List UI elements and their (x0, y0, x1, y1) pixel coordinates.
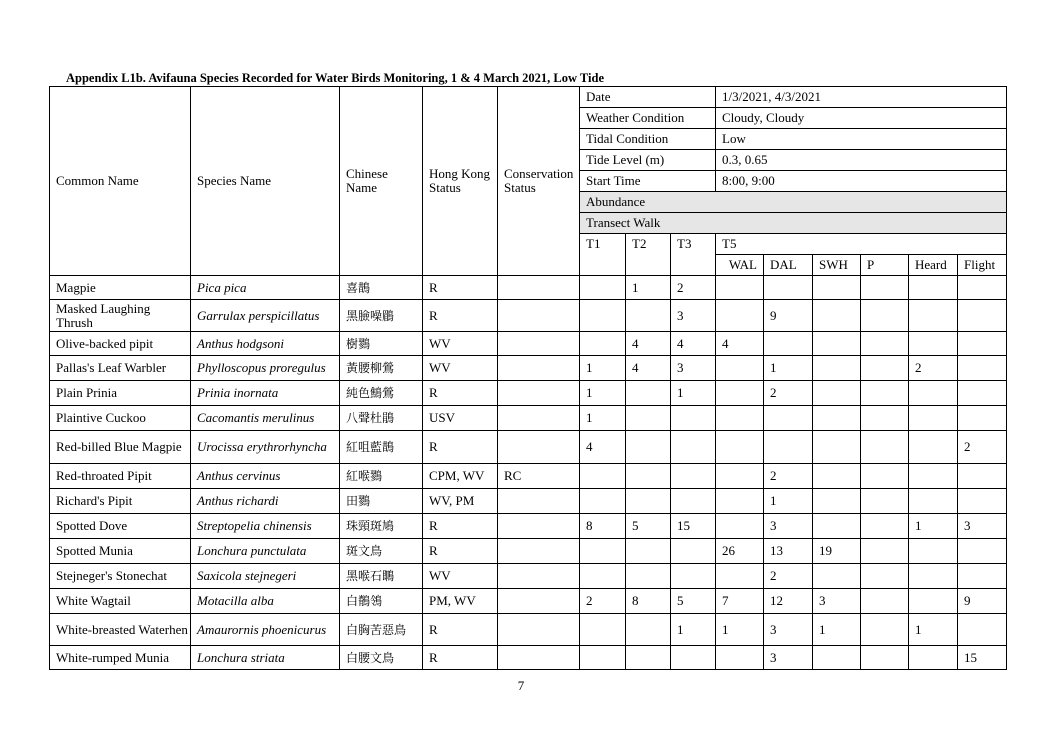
common-name-cell: Red-billed Blue Magpie (50, 431, 191, 464)
count-cell: 15 (958, 646, 1007, 670)
table-row (50, 514, 1007, 539)
common-name-cell: Pallas's Leaf Warbler (50, 356, 191, 381)
count-cell: 13 (764, 539, 813, 564)
common-name-cell: Red-throated Pipit (50, 464, 191, 489)
count-cell: 2 (764, 564, 813, 589)
count-cell (909, 276, 958, 300)
hk-status-cell: WV (423, 332, 498, 356)
count-cell (958, 614, 1007, 646)
table-row (50, 589, 1007, 614)
meta-label-date: Date (580, 87, 716, 108)
chinese-name-cell: 白胸苦惡鳥 (340, 614, 423, 646)
count-cell: 2 (671, 276, 716, 300)
chinese-name-cell: 紅咀藍鵲 (340, 431, 423, 464)
count-cell (580, 276, 626, 300)
count-cell (716, 431, 764, 464)
species-name-cell: Urocissa erythrorhyncha (191, 431, 340, 464)
count-cell (861, 539, 909, 564)
chinese-name-cell: 白鶺鴒 (340, 589, 423, 614)
count-cell: 2 (958, 431, 1007, 464)
count-cell (813, 300, 861, 332)
conservation-status-cell (498, 431, 580, 464)
common-name-cell: Olive-backed pipit (50, 332, 191, 356)
count-cell (861, 614, 909, 646)
count-cell (861, 406, 909, 431)
conservation-status-cell (498, 276, 580, 300)
count-cell (671, 431, 716, 464)
hk-status-cell: USV (423, 406, 498, 431)
table-row (50, 406, 1007, 431)
table-row (50, 489, 1007, 514)
hk-status-cell: R (423, 614, 498, 646)
hk-status-cell: WV (423, 564, 498, 589)
count-cell (909, 539, 958, 564)
count-cell (671, 489, 716, 514)
count-cell (764, 406, 813, 431)
count-cell: 4 (671, 332, 716, 356)
count-cell (580, 646, 626, 670)
count-cell: 3 (813, 589, 861, 614)
count-cell: 26 (716, 539, 764, 564)
hk-status-cell: PM, WV (423, 589, 498, 614)
count-cell (580, 332, 626, 356)
count-cell (861, 589, 909, 614)
count-cell: 1 (580, 381, 626, 406)
count-cell (958, 300, 1007, 332)
page-title: Appendix L1b. Avifauna Species Recorded for Water Birds Monitoring, 1 & 4 March 2021, Low Tide (66, 71, 604, 85)
count-cell (909, 381, 958, 406)
count-cell: 1 (671, 614, 716, 646)
conservation-status-cell: RC (498, 464, 580, 489)
count-cell: 1 (671, 381, 716, 406)
species-name-cell: Anthus cervinus (191, 464, 340, 489)
count-cell (813, 514, 861, 539)
table-row (50, 614, 1007, 646)
count-cell: 15 (671, 514, 716, 539)
count-cell: 1 (909, 514, 958, 539)
hk-status-cell: R (423, 431, 498, 464)
count-cell (580, 464, 626, 489)
count-cell (813, 464, 861, 489)
count-cell (813, 381, 861, 406)
count-cell (861, 300, 909, 332)
count-cell: 1 (813, 614, 861, 646)
count-cell: 3 (764, 614, 813, 646)
count-cell (861, 489, 909, 514)
count-cell (958, 356, 1007, 381)
count-cell: 2 (909, 356, 958, 381)
species-name-cell: Garrulax perspicillatus (191, 300, 340, 332)
count-cell (813, 431, 861, 464)
common-name-cell: Magpie (50, 276, 191, 300)
meta-value-date: 1/3/2021, 4/3/2021 (716, 87, 1007, 108)
count-cell (764, 431, 813, 464)
count-cell (813, 489, 861, 514)
conservation-status-cell (498, 332, 580, 356)
count-cell (716, 381, 764, 406)
header-hk-status: Hong Kong Status (423, 87, 498, 276)
count-cell (958, 406, 1007, 431)
count-cell (909, 300, 958, 332)
table-row (50, 276, 1007, 300)
count-cell (958, 464, 1007, 489)
common-name-cell: Plaintive Cuckoo (50, 406, 191, 431)
species-name-cell: Phylloscopus proregulus (191, 356, 340, 381)
count-cell (861, 646, 909, 670)
chinese-name-cell: 喜鵲 (340, 276, 423, 300)
count-cell (958, 564, 1007, 589)
count-cell (861, 276, 909, 300)
count-cell (764, 332, 813, 356)
meta-label-weather: Weather Condition (580, 108, 716, 129)
table-row (50, 431, 1007, 464)
count-cell: 8 (580, 514, 626, 539)
meta-label-tide-level: Tide Level (m) (580, 150, 716, 171)
count-cell: 1 (764, 489, 813, 514)
count-cell: 7 (716, 589, 764, 614)
count-cell (716, 300, 764, 332)
abundance-label: Abundance (580, 192, 1007, 213)
transect-t2: T2 (626, 234, 671, 276)
table-row (50, 464, 1007, 489)
conservation-status-cell (498, 514, 580, 539)
count-cell (813, 332, 861, 356)
conservation-status-cell (498, 564, 580, 589)
table-row (50, 564, 1007, 589)
transect-walk-label: Transect Walk (580, 213, 1007, 234)
count-cell (580, 614, 626, 646)
chinese-name-cell: 田鷚 (340, 489, 423, 514)
common-name-cell: White Wagtail (50, 589, 191, 614)
count-cell: 3 (958, 514, 1007, 539)
conservation-status-cell (498, 589, 580, 614)
count-cell (626, 464, 671, 489)
common-name-cell: Plain Prinia (50, 381, 191, 406)
table-row (50, 381, 1007, 406)
t5-sub-wal: WAL (716, 255, 764, 276)
t5-sub-dal: DAL (764, 255, 813, 276)
count-cell: 1 (909, 614, 958, 646)
table-row (50, 300, 1007, 332)
count-cell: 1 (580, 406, 626, 431)
count-cell (671, 406, 716, 431)
count-cell (861, 431, 909, 464)
meta-value-tide-level: 0.3, 0.65 (716, 150, 1007, 171)
count-cell (626, 646, 671, 670)
conservation-status-cell (498, 356, 580, 381)
count-cell (626, 489, 671, 514)
count-cell (671, 646, 716, 670)
transect-t3: T3 (671, 234, 716, 276)
count-cell: 1 (580, 356, 626, 381)
count-cell (580, 300, 626, 332)
common-name-cell: Stejneger's Stonechat (50, 564, 191, 589)
count-cell: 9 (958, 589, 1007, 614)
hk-status-cell: R (423, 300, 498, 332)
common-name-cell: White-breasted Waterhen (50, 614, 191, 646)
species-name-cell: Motacilla alba (191, 589, 340, 614)
count-cell: 3 (764, 514, 813, 539)
count-cell (813, 356, 861, 381)
transect-t1: T1 (580, 234, 626, 276)
count-cell: 8 (626, 589, 671, 614)
header-chinese-name: Chinese Name (340, 87, 423, 276)
hk-status-cell: R (423, 381, 498, 406)
table-row (50, 332, 1007, 356)
chinese-name-cell: 珠頸斑鳩 (340, 514, 423, 539)
count-cell (671, 539, 716, 564)
table-row (50, 646, 1007, 670)
count-cell: 2 (580, 589, 626, 614)
count-cell (626, 539, 671, 564)
conservation-status-cell (498, 489, 580, 514)
species-name-cell: Saxicola stejnegeri (191, 564, 340, 589)
chinese-name-cell: 黃腰柳鶯 (340, 356, 423, 381)
count-cell (909, 431, 958, 464)
count-cell (958, 381, 1007, 406)
count-cell (958, 332, 1007, 356)
count-cell (626, 614, 671, 646)
count-cell: 1 (764, 356, 813, 381)
count-cell (958, 489, 1007, 514)
count-cell (909, 589, 958, 614)
common-name-cell: Richard's Pipit (50, 489, 191, 514)
t5-sub-heard: Heard (909, 255, 958, 276)
t5-sub-flight: Flight (958, 255, 1007, 276)
chinese-name-cell: 樹鷚 (340, 332, 423, 356)
header-conservation-status: Conservation Status (498, 87, 580, 276)
common-name-cell: White-rumped Munia (50, 646, 191, 670)
conservation-status-cell (498, 646, 580, 670)
count-cell (813, 564, 861, 589)
meta-label-start-time: Start Time (580, 171, 716, 192)
meta-value-weather: Cloudy, Cloudy (716, 108, 1007, 129)
count-cell (813, 406, 861, 431)
count-cell (626, 381, 671, 406)
count-cell: 4 (626, 332, 671, 356)
t5-sub-p: P (861, 255, 909, 276)
chinese-name-cell: 純色鷦鶯 (340, 381, 423, 406)
count-cell: 3 (671, 300, 716, 332)
count-cell: 12 (764, 589, 813, 614)
count-cell (716, 514, 764, 539)
hk-status-cell: R (423, 646, 498, 670)
conservation-status-cell (498, 300, 580, 332)
conservation-status-cell (498, 406, 580, 431)
page-number: 7 (517, 678, 525, 693)
species-name-cell: Cacomantis merulinus (191, 406, 340, 431)
count-cell (861, 514, 909, 539)
meta-value-tidal: Low (716, 129, 1007, 150)
count-cell (861, 464, 909, 489)
count-cell: 9 (764, 300, 813, 332)
chinese-name-cell: 紅喉鷚 (340, 464, 423, 489)
count-cell (580, 489, 626, 514)
table-row (50, 356, 1007, 381)
species-name-cell: Lonchura striata (191, 646, 340, 670)
count-cell: 2 (764, 464, 813, 489)
chinese-name-cell: 八聲杜鵑 (340, 406, 423, 431)
count-cell (716, 464, 764, 489)
count-cell (716, 356, 764, 381)
count-cell (909, 406, 958, 431)
common-name-cell: Spotted Munia (50, 539, 191, 564)
conservation-status-cell (498, 614, 580, 646)
count-cell (861, 564, 909, 589)
count-cell (861, 332, 909, 356)
species-name-cell: Streptopelia chinensis (191, 514, 340, 539)
count-cell (764, 276, 813, 300)
count-cell (626, 300, 671, 332)
count-cell: 4 (580, 431, 626, 464)
count-cell (671, 564, 716, 589)
header-common-name: Common Name (50, 87, 191, 276)
count-cell (626, 406, 671, 431)
count-cell (909, 564, 958, 589)
avifauna-table (49, 86, 1007, 670)
conservation-status-cell (498, 539, 580, 564)
meta-label-tidal: Tidal Condition (580, 129, 716, 150)
species-name-cell: Prinia inornata (191, 381, 340, 406)
count-cell (909, 646, 958, 670)
count-cell (626, 431, 671, 464)
meta-value-start-time: 8:00, 9:00 (716, 171, 1007, 192)
count-cell (716, 564, 764, 589)
count-cell (909, 332, 958, 356)
header-species-name: Species Name (191, 87, 340, 276)
count-cell: 4 (626, 356, 671, 381)
count-cell: 3 (671, 356, 716, 381)
chinese-name-cell: 白腰文鳥 (340, 646, 423, 670)
count-cell (909, 464, 958, 489)
count-cell (716, 646, 764, 670)
species-name-cell: Anthus richardi (191, 489, 340, 514)
count-cell (671, 464, 716, 489)
count-cell (813, 646, 861, 670)
count-cell (716, 276, 764, 300)
species-name-cell: Lonchura punctulata (191, 539, 340, 564)
hk-status-cell: R (423, 539, 498, 564)
chinese-name-cell: 黑喉石䳭 (340, 564, 423, 589)
count-cell: 1 (716, 614, 764, 646)
count-cell: 1 (626, 276, 671, 300)
chinese-name-cell: 黑臉噪鶥 (340, 300, 423, 332)
table-row (50, 539, 1007, 564)
count-cell (909, 489, 958, 514)
count-cell (716, 406, 764, 431)
count-cell (861, 356, 909, 381)
chinese-name-cell: 斑文鳥 (340, 539, 423, 564)
hk-status-cell: CPM, WV (423, 464, 498, 489)
count-cell (958, 276, 1007, 300)
t5-sub-swh: SWH (813, 255, 861, 276)
hk-status-cell: WV (423, 356, 498, 381)
transect-t5: T5 (716, 234, 1007, 255)
species-name-cell: Pica pica (191, 276, 340, 300)
count-cell (958, 539, 1007, 564)
count-cell (626, 564, 671, 589)
count-cell: 5 (671, 589, 716, 614)
common-name-cell: Masked Laughing Thrush (50, 300, 191, 332)
count-cell (813, 276, 861, 300)
hk-status-cell: R (423, 276, 498, 300)
hk-status-cell: R (423, 514, 498, 539)
count-cell: 19 (813, 539, 861, 564)
conservation-status-cell (498, 381, 580, 406)
count-cell: 3 (764, 646, 813, 670)
species-name-cell: Anthus hodgsoni (191, 332, 340, 356)
count-cell: 5 (626, 514, 671, 539)
count-cell (580, 564, 626, 589)
common-name-cell: Spotted Dove (50, 514, 191, 539)
count-cell: 2 (764, 381, 813, 406)
hk-status-cell: WV, PM (423, 489, 498, 514)
count-cell (716, 489, 764, 514)
count-cell: 4 (716, 332, 764, 356)
count-cell (580, 539, 626, 564)
count-cell (861, 381, 909, 406)
species-name-cell: Amaurornis phoenicurus (191, 614, 340, 646)
